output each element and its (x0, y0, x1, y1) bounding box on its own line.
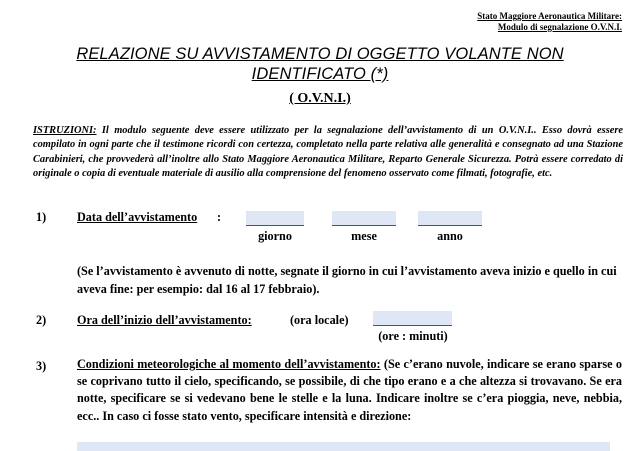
instructions-label: ISTRUZIONI: (33, 125, 97, 136)
instructions-paragraph (33, 124, 623, 182)
q1-colon: : (217, 210, 222, 224)
q3-number: 3) (36, 359, 47, 373)
header-line-1: Stato Maggiore Aeronautica Militare: (477, 11, 622, 21)
month-field[interactable] (332, 211, 396, 226)
q2-number: 2) (36, 313, 47, 327)
month-caption: mese (351, 229, 377, 243)
year-field[interactable] (418, 211, 482, 226)
weather-field[interactable] (77, 442, 610, 451)
q2-label: Ora dell’inizio dell’avvistamento: (77, 313, 252, 327)
header-line-2: Modulo di segnalazione O.V.N.I. (497, 22, 622, 32)
instructions-text: Il modulo seguente deve essere utilizzato per la segnalazione dell’avvistamento di un O.V.N.I.. Esso dovrà essere compilato in ogni parte che il testimone ricordi con certezza, completato nella parte relativa alle generalità e consegnato ad una Stazione Carabinieri, che provvederà all’inoltre allo Stato Maggiore Aeronautica Militare, Reparto Generale Sicurezza. Potrà essere corredato di originale o copia di eventuale materiale di ausilio alla comprensione del fenomeno osservato come filmati, fotografie, etc. (33, 125, 623, 180)
q3-paragraph (77, 356, 622, 425)
form-subtitle: ( O.V.N.I.) (289, 91, 351, 106)
q1-number: 1) (36, 210, 47, 224)
form-title: RELAZIONE SU AVVISTAMENTO DI OGGETTO VOLANTE NON IDENTIFICATO (*) (76, 45, 564, 83)
q3-label: Condizioni meteorologiche al momento dell’avvistamento: (77, 357, 381, 371)
time-field[interactable] (373, 311, 452, 326)
q2-suffix: (ora locale) (290, 313, 349, 327)
year-caption: anno (437, 229, 463, 243)
document-header (477, 11, 622, 33)
q1-label: Data dell’avvistamento (77, 210, 198, 224)
day-field[interactable] (246, 211, 304, 226)
q3-text: (Se c’erano nuvole, indicare se erano sparse o se coprivano tutto il cielo, specificando, se possibile, di che tipo erano e a che altezza si trovavano. Se era notte, specificare se si vedevano bene le stelle e la luna. Indicare inoltre se c’era pioggia, neve, nebbia, ecc.. In caso ci fosse stato vento, specificare intensità e direzione: (77, 357, 622, 423)
day-caption: giorno (258, 229, 292, 243)
q1-note: (Se l’avvistamento è avvenuto di notte, segnate il giorno in cui l’avvistamento aveva inizio e quello in cui aveva fine: per esempio: dal 16 al 17 febbraio). (77, 264, 617, 296)
time-caption: (ore : minuti) (378, 329, 448, 343)
